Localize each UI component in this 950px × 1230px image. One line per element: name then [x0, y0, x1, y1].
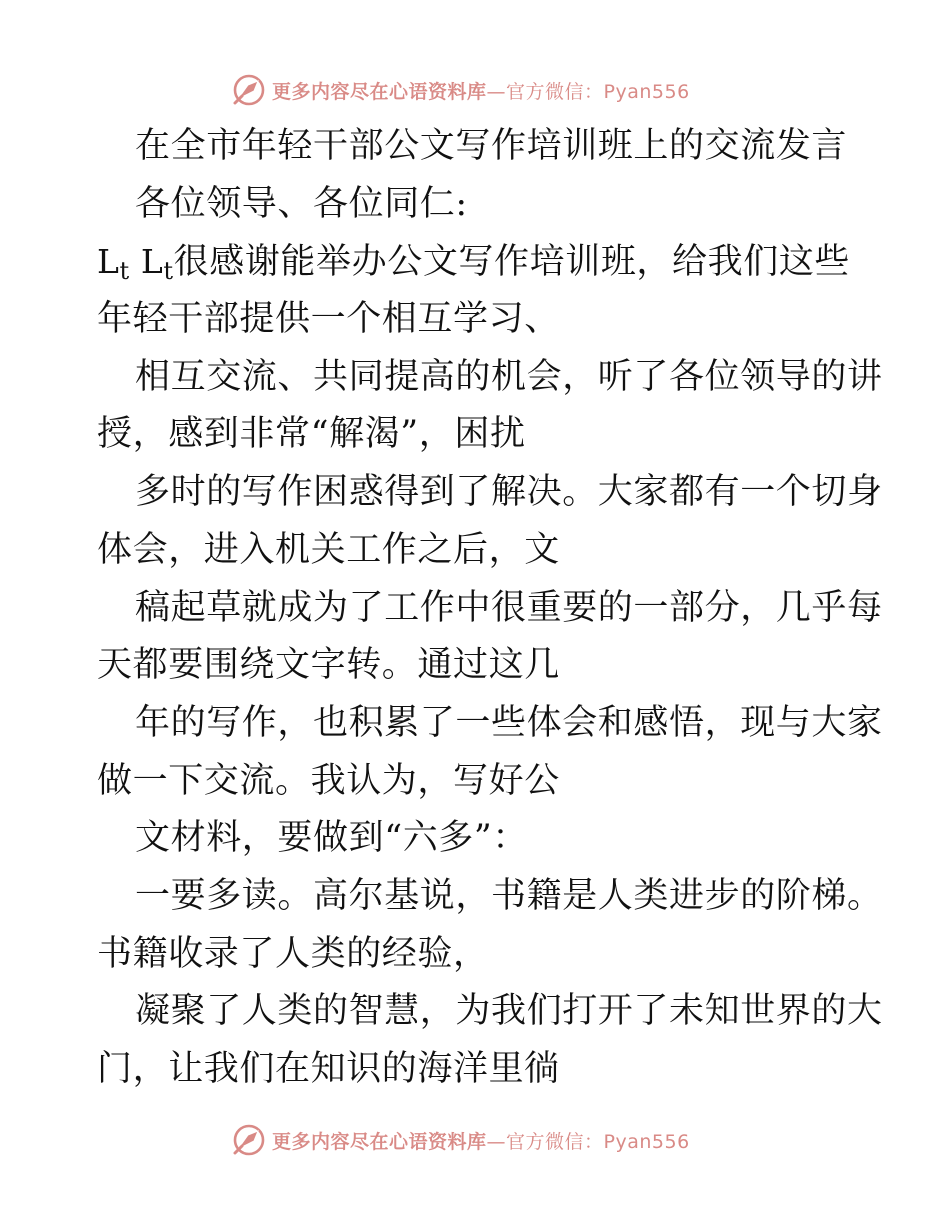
text-line: 多时的写作困惑得到了解决。大家都有一个切身 — [135, 472, 883, 513]
watermark-wechat-text: —官方微信：Pyan556 — [486, 80, 690, 103]
text-line — [97, 233, 857, 291]
salutation: 各位领导、各位同仁: — [135, 183, 468, 224]
text-line: 授，感到非常“解渴”，困扰 — [97, 414, 526, 455]
watermark-footer — [232, 1122, 752, 1158]
pen-logo-icon — [232, 73, 266, 107]
text-line: 一要多读。高尔基说，书籍是人类进步的阶梯。 — [135, 875, 883, 916]
watermark-brand-text: 更多内容尽在心语资料库 — [272, 1130, 487, 1153]
text-line: 书籍收录了人类的经验， — [97, 933, 489, 974]
watermark-wechat-text: —官方微信：Pyan556 — [486, 1130, 690, 1153]
text-line: 年的写作，也积累了一些体会和感悟，现与大家 — [135, 702, 883, 743]
text-line: 门，让我们在知识的海洋里徜 — [97, 1049, 560, 1089]
text-line: 年轻干部提供一个相互学习、 — [97, 299, 560, 340]
text-line: 做一下交流。我认为，写好公 — [97, 760, 560, 801]
text-line: 相互交流、共同提高的机会，听了各位领导的讲 — [135, 356, 883, 397]
garbled-lt-glyph: $L_t$ $L_t$ — [97, 242, 174, 286]
document-body — [97, 118, 883, 1099]
watermark-brand-text: 更多内容尽在心语资料库 — [272, 80, 487, 103]
pen-logo-icon — [232, 1123, 266, 1157]
text-line: 稿起草就成为了工作中很重要的一部分，几乎每 — [135, 587, 883, 628]
watermark-header — [232, 72, 752, 108]
text-line: 体会，进入机关工作之后，文 — [97, 529, 560, 570]
text-line-content: 很感谢能举办公文写作培训班，给我们这些 — [173, 242, 851, 283]
text-line: 凝聚了人类的智慧，为我们打开了未知世界的大 — [135, 991, 883, 1032]
document-title: 在全市年轻干部公文写作培训班上的交流发言 — [135, 126, 848, 166]
text-line: 天都要围绕文字转。通过这几 — [97, 645, 560, 686]
text-line: 文材料，要做到“六多”： — [135, 818, 528, 859]
